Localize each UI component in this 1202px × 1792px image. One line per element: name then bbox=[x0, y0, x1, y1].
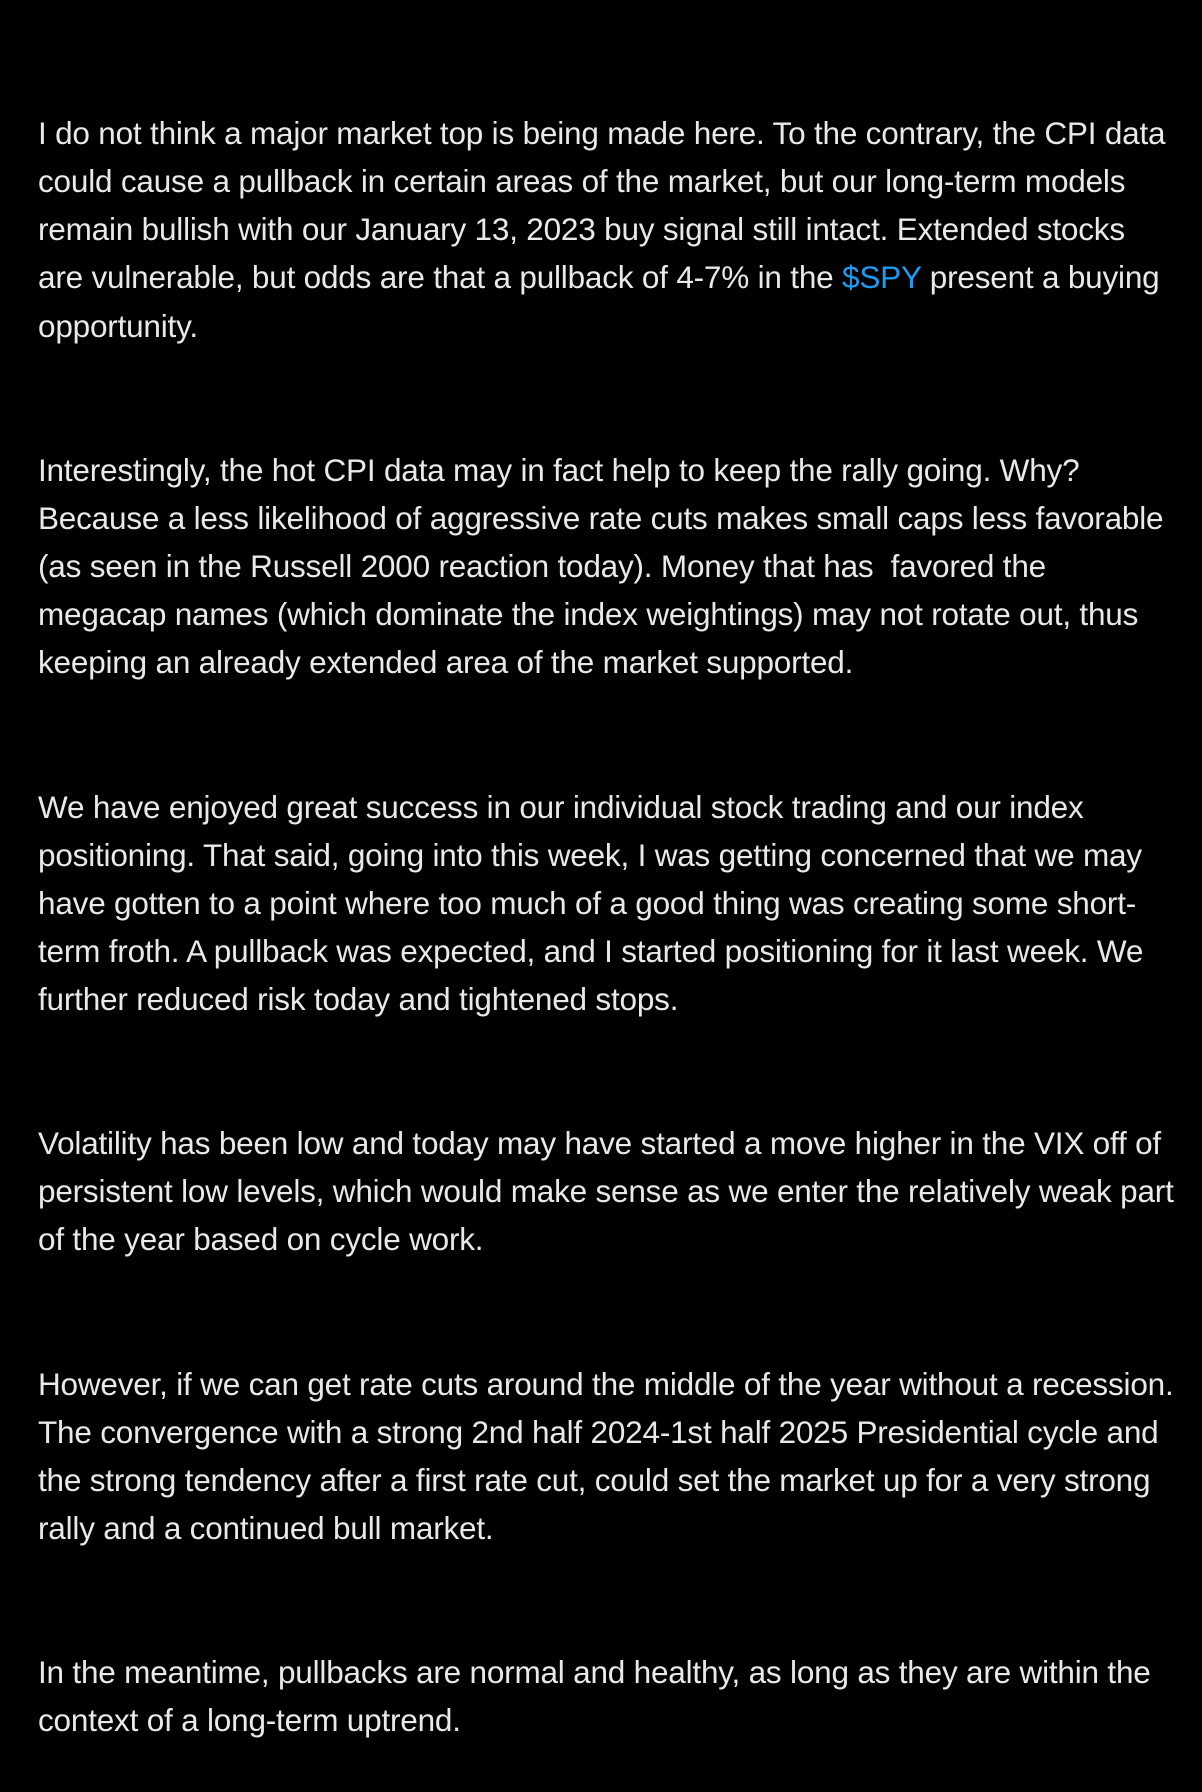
post-paragraph-1 bbox=[38, 109, 1178, 349]
post-paragraph-4: Volatility has been low and today may have started a move higher in the VIX off of persistent low levels, which would make sense as we enter the relatively weak part of the year based on cycle work. bbox=[38, 1125, 1183, 1258]
post-paragraph-2: Interestingly, the hot CPI data may in fact help to keep the rally going. Why? Because a less likelihood of aggressive rate cuts makes small caps less favorable (as seen in the Russell 2000 reaction today). Money that has favored the megacap names (which dominate the index weightings) may not rotate out, thus keeping an already extended area of the market supported. bbox=[38, 451, 1172, 681]
post-paragraph-3: We have enjoyed great success in our individual stock trading and our index positioning. That said, going into this week, I was getting concerned that we may have gotten to a point where too much of a good thing was creating some short-term froth. A pullback was expected, and I started positioning for it last week. We further reduced risk today and tightened stops. bbox=[38, 788, 1152, 1017]
post-text bbox=[38, 13, 1191, 1792]
paragraph-text: I do not think a major market top is being made here. To the contrary, the CPI data could cause a pullback in certain areas of the market, but our long-term models remain bullish with our January 13, 2023 buy signal still intact. Extended stocks are vulnerable, but odds are that a pullback of 4-7% in the bbox=[38, 115, 1174, 296]
paragraph-text: present a buying opportunity. bbox=[38, 259, 1169, 344]
post-paragraph-5: However, if we can get rate cuts around the middle of the year without a recession. The convergence with a strong 2nd half 2024-1st half 2025 Presidential cycle and the strong tendency after a first rate cut, could set the market up for a very strong rally and a continued bull market. bbox=[38, 1365, 1191, 1546]
post-paragraph-6: In the meantime, pullbacks are normal and healthy, as long as they are within the context of a long-term uptrend. bbox=[38, 1654, 1160, 1739]
cashtag-spy-link[interactable]: $SPY bbox=[842, 259, 922, 296]
